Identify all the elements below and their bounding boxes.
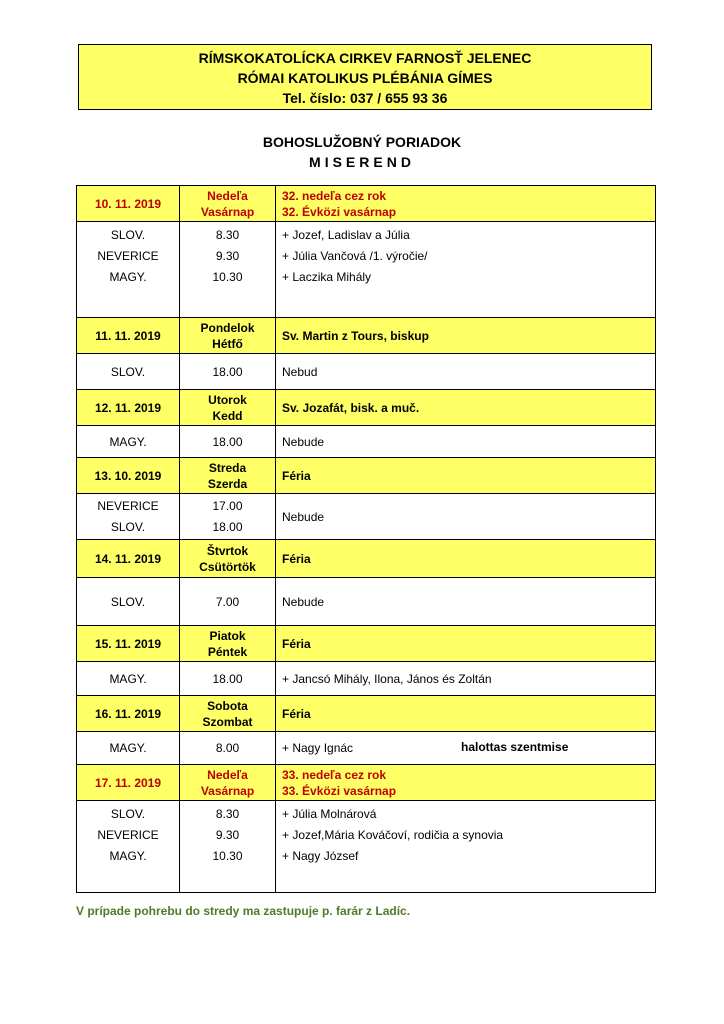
day-row (77, 696, 656, 732)
feast-sk: 33. nedeľa cez rok (282, 767, 387, 782)
mass-time: 17.00 (212, 498, 243, 513)
day-name-sk: Štvrtok (206, 543, 249, 558)
mass-lang: MAGY. (77, 732, 180, 765)
mass-time: 8.00 (180, 732, 276, 765)
feast-hu: 32. Évközi vasárnap (282, 204, 397, 219)
mass-intent: + Jozef, Ladislav a Júlia (282, 228, 410, 242)
mass-lang: MAGY. (77, 662, 180, 696)
day-feast: Féria (276, 458, 656, 494)
day-name (180, 186, 276, 222)
day-name-sk: Sobota (207, 698, 248, 713)
mass-time: 9.30 (215, 828, 240, 842)
mass-intent: + Laczika Mihály (282, 270, 372, 284)
mass-time: 8.30 (215, 228, 240, 242)
day-name (180, 765, 276, 801)
day-feast: Sv. Martin z Tours, biskup (276, 318, 656, 354)
mass-lang: SLOV. (77, 578, 180, 626)
mass-lang: SLOV. (77, 354, 180, 390)
mass-intent-cell (276, 732, 656, 765)
mass-languages (77, 801, 180, 893)
day-name-hu: Csütörtök (199, 559, 256, 574)
mass-row (77, 494, 656, 540)
header-line-2: RÓMAI KATOLIKUS PLÉBÁNIA GÍMES (237, 70, 493, 86)
mass-intentions (276, 801, 656, 893)
day-name-hu: Vasárnap (200, 783, 255, 798)
mass-time: 9.30 (215, 249, 240, 263)
mass-languages (77, 494, 180, 540)
day-date: 14. 11. 2019 (77, 540, 180, 578)
footer-note: V prípade pohrebu do stredy ma zastupuje p. farár z Ladíc. (76, 904, 411, 918)
day-date: 10. 11. 2019 (77, 186, 180, 222)
day-name-sk: Nedeľa (207, 767, 248, 782)
day-row (77, 458, 656, 494)
feast-hu: 33. Évközi vasárnap (282, 783, 397, 798)
mass-intent: + Jozef,Mária Kováčoví, rodičia a synovia (282, 828, 504, 842)
day-name (180, 626, 276, 662)
day-name-sk: Utorok (208, 392, 247, 407)
day-name (180, 318, 276, 354)
mass-intent: + Júlia Molnárová (282, 807, 377, 821)
day-name-hu: Péntek (207, 644, 248, 659)
day-row (77, 186, 656, 222)
mass-row (77, 662, 656, 696)
day-name-hu: Hétfő (212, 336, 243, 351)
day-name-hu: Szerda (207, 476, 248, 491)
mass-intent: + Jancsó Mihály, Ilona, János és Zoltán (276, 662, 656, 696)
mass-row (77, 354, 656, 390)
day-feast: Féria (276, 626, 656, 662)
day-feast: Sv. Jozafát, bisk. a muč. (276, 390, 656, 426)
day-feast: Féria (276, 696, 656, 732)
day-feast (276, 765, 656, 801)
mass-times (180, 222, 276, 318)
mass-time: 7.00 (180, 578, 276, 626)
day-name-sk: Streda (208, 460, 247, 475)
header-line-3: Tel. číslo: 037 / 655 93 36 (282, 90, 448, 106)
parish-header (78, 44, 652, 110)
mass-time: 18.00 (180, 662, 276, 696)
day-date: 16. 11. 2019 (77, 696, 180, 732)
mass-times (180, 494, 276, 540)
mass-intent: + Nagy Ignác (282, 741, 354, 755)
day-name-sk: Pondelok (200, 320, 255, 335)
mass-lang: SLOV. (110, 228, 146, 242)
schedule-title: BOHOSLUŽOBNÝ PORIADOK (262, 134, 462, 150)
mass-time: 18.00 (180, 354, 276, 390)
day-date: 17. 11. 2019 (77, 765, 180, 801)
day-date: 13. 10. 2019 (77, 458, 180, 494)
day-name (180, 696, 276, 732)
mass-row (77, 578, 656, 626)
day-row (77, 765, 656, 801)
day-row (77, 318, 656, 354)
day-name-hu: Szombat (202, 714, 253, 729)
mass-row (77, 222, 656, 318)
day-name (180, 458, 276, 494)
day-row (77, 540, 656, 578)
mass-languages (77, 222, 180, 318)
mass-lang: MAGY. (77, 426, 180, 458)
day-date: 12. 11. 2019 (77, 390, 180, 426)
mass-lang: SLOV. (110, 807, 146, 821)
mass-row (77, 426, 656, 458)
mass-lang: NEVERICE (97, 828, 159, 842)
mass-intent: Nebude (276, 578, 656, 626)
mass-intent: + Nagy József (282, 849, 359, 863)
day-name-hu: Kedd (212, 408, 243, 423)
mass-time: 10.30 (212, 849, 243, 863)
mass-row (77, 801, 656, 893)
schedule-subtitle: MISEREND (309, 154, 415, 170)
day-row (77, 390, 656, 426)
mass-note: halottas szentmise (461, 740, 569, 754)
mass-lang: NEVERICE (97, 498, 159, 513)
day-name (180, 390, 276, 426)
day-name (180, 540, 276, 578)
mass-times (180, 801, 276, 893)
day-date: 11. 11. 2019 (77, 318, 180, 354)
mass-row (77, 732, 656, 765)
mass-lang: SLOV. (110, 519, 146, 534)
mass-time: 10.30 (212, 270, 243, 284)
mass-intentions (276, 222, 656, 318)
mass-schedule-table (76, 185, 656, 893)
mass-time: 8.30 (215, 807, 240, 821)
feast-sk: 32. nedeľa cez rok (282, 188, 387, 203)
day-name-sk: Piatok (209, 628, 246, 643)
mass-lang: MAGY. (109, 849, 147, 863)
mass-intent: + Júlia Vančová /1. výročie/ (282, 249, 428, 263)
mass-intent: Nebud (276, 354, 656, 390)
day-row (77, 626, 656, 662)
mass-intent: Nebude (276, 494, 656, 540)
mass-time: 18.00 (212, 519, 243, 534)
header-line-1: RÍMSKOKATOLÍCKA CIRKEV FARNOSŤ JELENEC (198, 50, 532, 66)
mass-lang: MAGY. (109, 270, 147, 284)
day-feast: Féria (276, 540, 656, 578)
mass-intent: Nebude (276, 426, 656, 458)
mass-lang: NEVERICE (97, 249, 159, 263)
day-name-sk: Nedeľa (207, 188, 248, 203)
mass-time: 18.00 (180, 426, 276, 458)
day-feast (276, 186, 656, 222)
day-name-hu: Vasárnap (200, 204, 255, 219)
day-date: 15. 11. 2019 (77, 626, 180, 662)
